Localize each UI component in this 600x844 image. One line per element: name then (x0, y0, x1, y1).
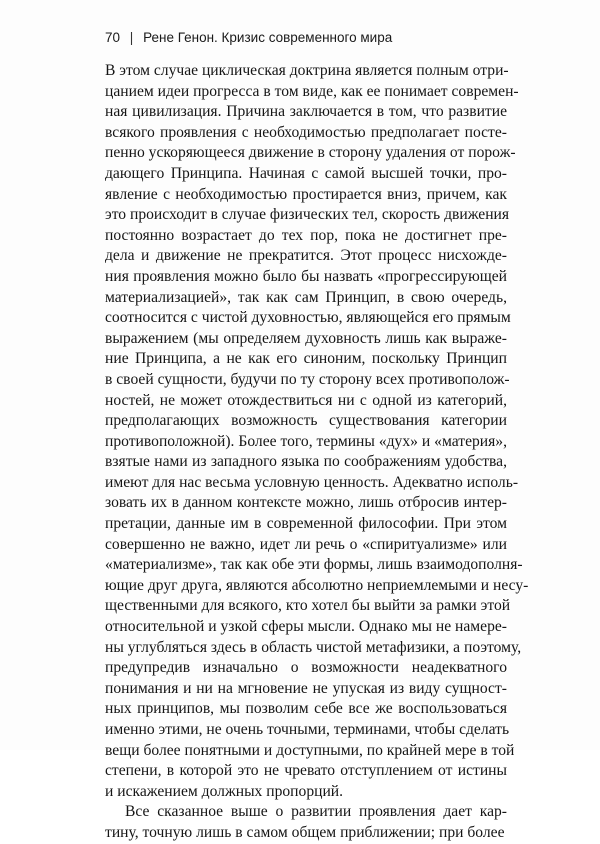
text-line: Все сказанное выше о развитии проявления дает кар- (125, 803, 507, 821)
text-line: понимания и ни на мгновение не упуская из виду сущност- (105, 679, 507, 697)
text-line: соотносится с чистой духовностью, являющейся его прямым (105, 309, 511, 327)
text-line: дела и движение не прекратится. Этот процесс нисхожде- (105, 247, 507, 265)
paragraph (105, 61, 529, 802)
text-line: всякого проявления с необходимостью предполагает посте- (105, 123, 507, 141)
text-line: ющие друг друга, являются абсолютно неприемлемыми и несу- (105, 576, 529, 594)
text-line: дающего Принципа. Начиная с самой высшей точки, про- (105, 164, 507, 182)
text-line: и искажением должных пропорций. (105, 782, 344, 800)
text-line: зовать их в данном контексте можно, лишь отбросив интер- (105, 494, 507, 512)
text-line: материализацией», так как сам Принцип, в свою очередь, (105, 288, 507, 306)
text-line: ны углубляться здесь в область чистой метафизики, а поэтому, (105, 638, 522, 656)
text-line: выражением (мы определяем духовность лишь как выраже- (105, 329, 507, 347)
text-line: относительной и узкой сферы мысли. Однако мы не намере- (105, 618, 507, 636)
text-line: вещи более понятными и доступными, по крайней мере в той (105, 741, 515, 759)
text-line: пенно ускоряющееся движение в сторону удаления от порож- (105, 144, 516, 162)
running-title: Рене Генон. Кризис современного мира (143, 30, 393, 45)
text-line: щественными для всякого, кто хотел бы выйти за рамки этой (105, 597, 511, 615)
text-line: предполагающих возможность существования категории (105, 412, 507, 430)
running-header (105, 30, 392, 45)
text-line: явление с необходимостью простирается вниз, причем, как (105, 185, 507, 203)
paragraph (105, 802, 507, 843)
text-line: это происходит в случае физических тел, скорость движения (105, 206, 510, 224)
text-line: в своей сущности, будучи по ту сторону всех противополож- (105, 370, 510, 388)
text-line: ных принципов, мы позволим себе все же воспользоваться (105, 700, 507, 718)
text-line: предупредив изначально о возможности неадекватного (105, 659, 507, 677)
text-line: постоянно возрастает до тех пор, пока не достигнет пре- (105, 226, 507, 244)
text-line: В этом случае циклическая доктрина является полным отри- (105, 62, 509, 79)
text-line: претации, данные им в современной философии. При этом (105, 515, 507, 533)
header-separator: | (129, 30, 134, 45)
text-line: именно этими, не очень точными, терминами, чтобы сделать (105, 721, 510, 738)
text-line: имеют для нас весьма условную ценность. Адекватно исполь- (105, 473, 519, 491)
text-line: противоположной). Более того, термины «дух» и «материя», (105, 432, 507, 450)
body-text (105, 61, 529, 844)
text-line: ная цивилизация. Причина заключается в том, что развитие (105, 103, 507, 121)
text-line: ния проявления можно было бы назвать «прогрессирующей (105, 267, 507, 285)
text-line: степени, в которой это не чревато отступлением от истины (105, 762, 507, 780)
text-line: ностей, не может отождествиться ни с одной из категорий, (105, 391, 507, 409)
text-line: тину, точную лишь в самом общем приближении; при более (105, 823, 505, 841)
text-line: цанием идеи прогресса в том виде, как ее понимает современ- (105, 82, 519, 100)
page-number: 70 (105, 30, 121, 45)
text-line: взятые нами из западного языка по соображениям удобства, (105, 453, 507, 471)
text-line: совершенно не важно, идет ли речь о «спиритуализме» или (105, 535, 507, 553)
text-line: ние Принципа, а не как его синоним, поскольку Принцип (105, 350, 507, 368)
text-line: «материализме», так как обе эти формы, лишь взаимодополня- (105, 556, 523, 574)
